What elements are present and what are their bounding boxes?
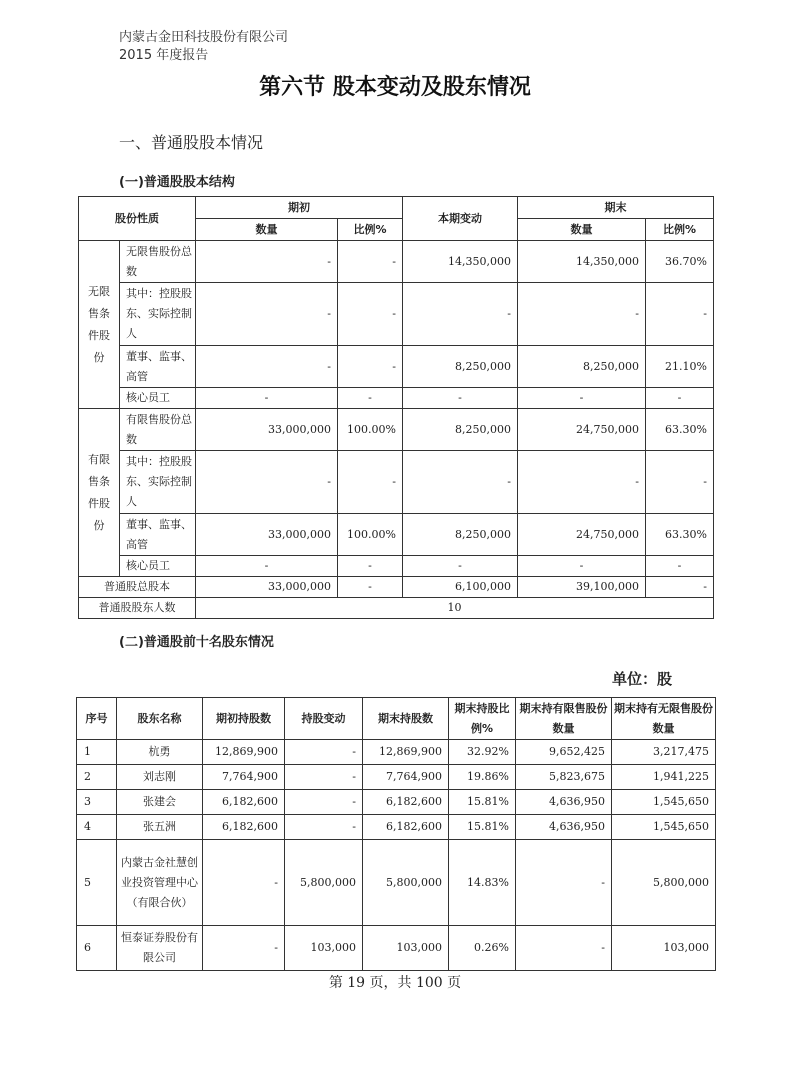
header-no: 序号 [77, 698, 117, 740]
cell-change: - [403, 451, 518, 514]
table-row-restricted: 9,652,425 [516, 740, 612, 765]
row-label: 其中：控股股东、实际控制人 [120, 283, 196, 346]
table-row-end: 6,182,600 [363, 790, 449, 815]
cell-end-ratio: 63.30% [646, 409, 714, 451]
report-header-year: 2015 年度报告 [119, 48, 209, 63]
table-row-change: 103,000 [285, 926, 363, 971]
subsection-heading-structure: (一)普通股股本结构 [119, 175, 235, 190]
table-row-change: 5,800,000 [285, 840, 363, 926]
total-begin-qty: 33,000,000 [196, 577, 338, 598]
table-row-ratio: 15.81% [449, 815, 516, 840]
table-row-no: 2 [77, 765, 117, 790]
table-row-name: 内蒙古金社慧创业投资管理中心（有限合伙） [117, 840, 203, 926]
top-shareholders-table [76, 697, 716, 971]
table-row-begin: 6,182,600 [203, 790, 285, 815]
table-row-unrestricted: 5,800,000 [612, 840, 716, 926]
table-row-ratio: 0.26% [449, 926, 516, 971]
cell-change: 8,250,000 [403, 346, 518, 388]
header-end-ratio: 比例% [646, 219, 714, 241]
cell-begin-ratio: - [338, 388, 403, 409]
page-footer: 第 19 页，共 100 页 [328, 975, 462, 991]
table-row-name: 张建会 [117, 790, 203, 815]
header-restricted: 期末持有限售股份数量 [516, 698, 612, 740]
table-row-begin: - [203, 926, 285, 971]
table-row-end: 7,764,900 [363, 765, 449, 790]
cell-begin-qty: - [196, 283, 338, 346]
header-begin-ratio: 比例% [338, 219, 403, 241]
table-row-no: 4 [77, 815, 117, 840]
row-label: 核心员工 [120, 556, 196, 577]
cell-begin-qty: - [196, 346, 338, 388]
cell-end-qty: - [518, 451, 646, 514]
header-name: 股东名称 [117, 698, 203, 740]
subsection-heading-top-holders: (二)普通股前十名股东情况 [119, 635, 274, 650]
table-row-unrestricted: 1,545,650 [612, 815, 716, 840]
cell-end-ratio: 21.10% [646, 346, 714, 388]
table-row-end: 5,800,000 [363, 840, 449, 926]
cell-end-qty: - [518, 283, 646, 346]
table-row-restricted: 5,823,675 [516, 765, 612, 790]
cell-begin-qty: 33,000,000 [196, 514, 338, 556]
cell-begin-ratio: - [338, 241, 403, 283]
cell-change: 8,250,000 [403, 514, 518, 556]
table-row-restricted: - [516, 840, 612, 926]
report-header-company: 内蒙古金田科技股份有限公司 [119, 30, 289, 45]
table-row-restricted: 4,636,950 [516, 790, 612, 815]
row-label: 有限售股份总数 [120, 409, 196, 451]
table-row-name: 刘志刚 [117, 765, 203, 790]
cell-begin-ratio: 100.00% [338, 409, 403, 451]
cell-end-qty: - [518, 388, 646, 409]
cell-end-ratio: 63.30% [646, 514, 714, 556]
holders-label: 普通股股东人数 [79, 598, 196, 619]
table-row-no: 3 [77, 790, 117, 815]
table-row-unrestricted: 1,545,650 [612, 790, 716, 815]
total-begin-ratio: - [338, 577, 403, 598]
table-row-change: - [285, 815, 363, 840]
cell-end-ratio: - [646, 388, 714, 409]
table-row-no: 6 [77, 926, 117, 971]
header-begin: 期初持股数 [203, 698, 285, 740]
table-row-no: 1 [77, 740, 117, 765]
cell-end-qty: 24,750,000 [518, 409, 646, 451]
row-label: 董事、监事、高管 [120, 346, 196, 388]
table-row-end: 6,182,600 [363, 815, 449, 840]
cell-change: - [403, 556, 518, 577]
table-row-restricted: 4,636,950 [516, 815, 612, 840]
page-title: 第六节 股本变动及股东情况 [259, 75, 531, 100]
cell-begin-ratio: 100.00% [338, 514, 403, 556]
table-row-unrestricted: 103,000 [612, 926, 716, 971]
table-row-change: - [285, 765, 363, 790]
cell-end-qty: - [518, 556, 646, 577]
unit-label: 单位：股 [612, 670, 673, 688]
cell-end-qty: 8,250,000 [518, 346, 646, 388]
header-begin: 期初 [196, 197, 403, 219]
cell-begin-ratio: - [338, 451, 403, 514]
table-row-begin: 6,182,600 [203, 815, 285, 840]
cell-end-ratio: - [646, 451, 714, 514]
table-row-begin: - [203, 840, 285, 926]
cell-end-ratio: - [646, 556, 714, 577]
cell-end-qty: 14,350,000 [518, 241, 646, 283]
table-row-end: 12,869,900 [363, 740, 449, 765]
table-row-ratio: 15.81% [449, 790, 516, 815]
cell-begin-qty: - [196, 241, 338, 283]
table-row-restricted: - [516, 926, 612, 971]
header-ratio: 期末持股比例% [449, 698, 516, 740]
cell-begin-ratio: - [338, 283, 403, 346]
cell-change: - [403, 283, 518, 346]
cell-begin-qty: - [196, 388, 338, 409]
cell-begin-ratio: - [338, 346, 403, 388]
cell-end-qty: 24,750,000 [518, 514, 646, 556]
group-unrestricted: 无限售条件股份 [79, 241, 120, 409]
holders-count: 10 [196, 598, 714, 619]
cell-change: 8,250,000 [403, 409, 518, 451]
cell-end-ratio: 36.70% [646, 241, 714, 283]
cell-begin-qty: - [196, 556, 338, 577]
total-label: 普通股总股本 [79, 577, 196, 598]
header-share-nature: 股份性质 [79, 197, 196, 241]
total-end-qty: 39,100,000 [518, 577, 646, 598]
table-row-change: - [285, 740, 363, 765]
cell-begin-qty: - [196, 451, 338, 514]
header-begin-qty: 数量 [196, 219, 338, 241]
share-structure-table [78, 196, 714, 619]
cell-change: 14,350,000 [403, 241, 518, 283]
table-row-ratio: 19.86% [449, 765, 516, 790]
header-end: 期末持股数 [363, 698, 449, 740]
cell-end-ratio: - [646, 283, 714, 346]
row-label: 董事、监事、高管 [120, 514, 196, 556]
table-row-ratio: 32.92% [449, 740, 516, 765]
table-row-begin: 12,869,900 [203, 740, 285, 765]
header-end-qty: 数量 [518, 219, 646, 241]
header-change: 持股变动 [285, 698, 363, 740]
table-row-name: 恒泰证券股份有限公司 [117, 926, 203, 971]
cell-begin-ratio: - [338, 556, 403, 577]
row-label: 其中：控股股东、实际控制人 [120, 451, 196, 514]
table-row-no: 5 [77, 840, 117, 926]
row-label: 核心员工 [120, 388, 196, 409]
header-end: 期末 [518, 197, 714, 219]
table-row-unrestricted: 1,941,225 [612, 765, 716, 790]
total-change: 6,100,000 [403, 577, 518, 598]
cell-begin-qty: 33,000,000 [196, 409, 338, 451]
table-row-name: 张五洲 [117, 815, 203, 840]
header-change: 本期变动 [403, 197, 518, 241]
table-row-name: 杭勇 [117, 740, 203, 765]
table-row-begin: 7,764,900 [203, 765, 285, 790]
total-end-ratio: - [646, 577, 714, 598]
section-heading: 一、普通股股本情况 [119, 133, 264, 152]
table-row-unrestricted: 3,217,475 [612, 740, 716, 765]
table-row-end: 103,000 [363, 926, 449, 971]
row-label: 无限售股份总数 [120, 241, 196, 283]
group-restricted: 有限售条件股份 [79, 409, 120, 577]
table-row-ratio: 14.83% [449, 840, 516, 926]
cell-change: - [403, 388, 518, 409]
header-unrestricted: 期末持有无限售股份数量 [612, 698, 716, 740]
table-row-change: - [285, 790, 363, 815]
